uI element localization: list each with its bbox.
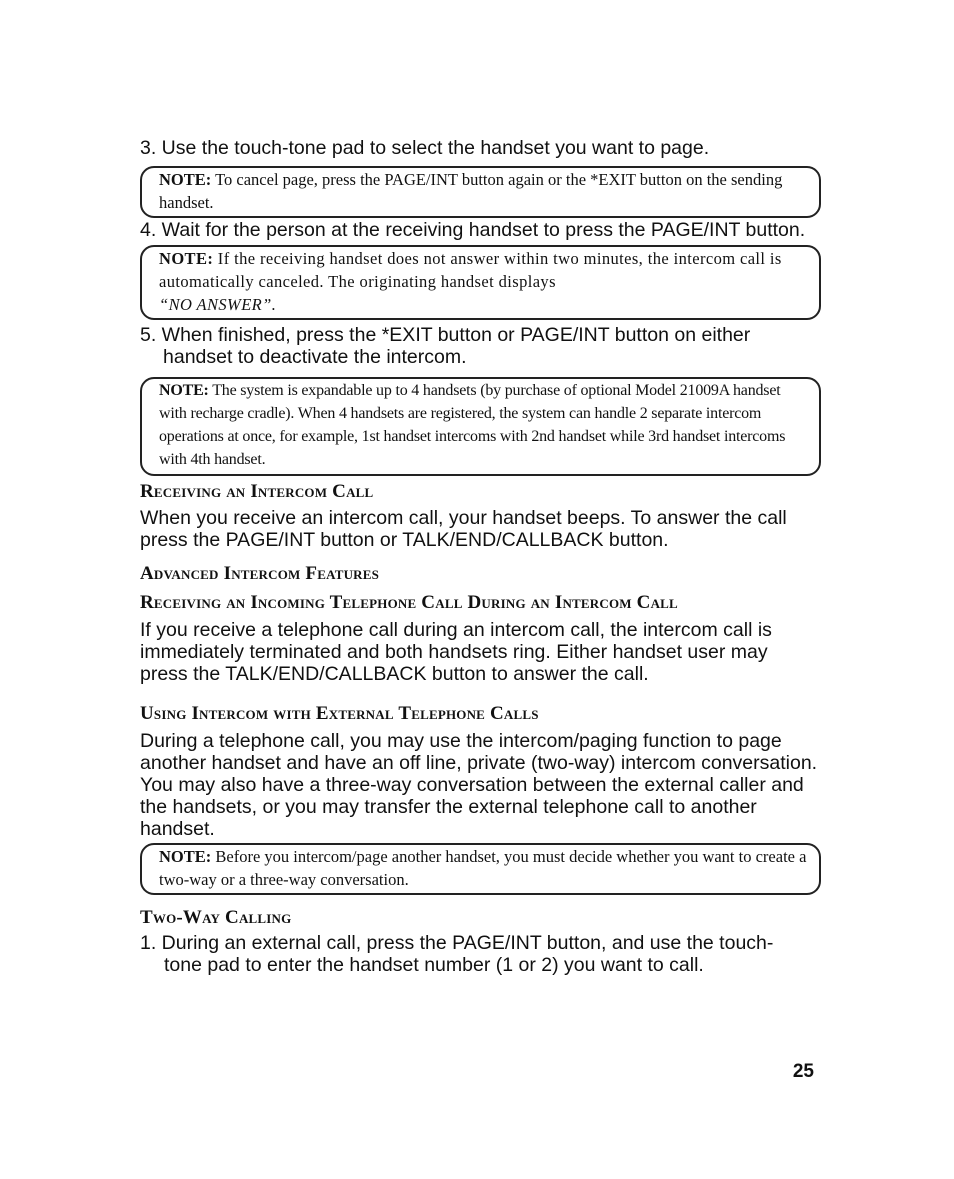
note-expandable-system bbox=[140, 377, 821, 476]
section-title-advanced-features: Advanced Intercom Features bbox=[140, 563, 380, 584]
note-cancel-page bbox=[140, 166, 821, 218]
section-title-two-way-calling: Two-Way Calling bbox=[140, 907, 292, 928]
section-body-receiving-intercom: When you receive an intercom call, your handset beeps. To answer the call press the PAGE/INT button or TALK/END/CALLBACK button. bbox=[140, 507, 787, 551]
step-4: 4. Wait for the person at the receiving handset to press the PAGE/INT button. bbox=[140, 219, 806, 241]
step-5-line-2: handset to deactivate the intercom. bbox=[163, 346, 467, 368]
note-text: If the receiving handset does not answer within two minutes, the intercom call is automatically canceled. The originating handset displays bbox=[159, 249, 782, 291]
page-number: 25 bbox=[792, 1061, 814, 1082]
note-two-or-three-way bbox=[140, 843, 821, 895]
note-text: The system is expandable up to 4 handsets (by purchase of optional Model 21009A handset with recharge cradle). When 4 handsets are registered, the system can handle 2 separate intercom operations at once, for example, 1st handset intercoms with 2nd handset while 3rd handset intercoms with 4th handset. bbox=[159, 382, 786, 468]
note-label: NOTE: bbox=[159, 170, 212, 189]
note-label: NOTE: bbox=[159, 847, 212, 866]
section-title-incoming-call: Receiving an Incoming Telephone Call During an Intercom Call bbox=[140, 592, 678, 613]
two-way-step-1 bbox=[140, 932, 773, 976]
step-5-line-1: 5. When finished, press the *EXIT button or PAGE/INT button on either bbox=[140, 324, 751, 346]
note-text: Before you intercom/page another handset, you must decide whether you want to create a two-way or a three-way conversation. bbox=[159, 847, 807, 889]
note-label: NOTE: bbox=[159, 382, 209, 399]
section-body-external-calls: During a telephone call, you may use the intercom/paging function to page another handset and have an off line, private (two-way) intercom conversation. You may also have a three-way conversation between the external caller and the handsets, or you may transfer the external telephone call to another handset. bbox=[140, 730, 818, 840]
two-way-step-1-line-2: tone pad to enter the handset number (1 or 2) you want to call. bbox=[164, 954, 704, 976]
no-answer-display-text: “NO ANSWER”. bbox=[159, 295, 277, 314]
section-title-receiving-intercom: Receiving an Intercom Call bbox=[140, 481, 374, 502]
step-5 bbox=[140, 324, 750, 368]
note-label: NOTE: bbox=[159, 249, 214, 268]
note-no-answer bbox=[140, 245, 821, 320]
section-title-external-calls: Using Intercom with External Telephone Calls bbox=[140, 703, 539, 724]
step-3: 3. Use the touch-tone pad to select the handset you want to page. bbox=[140, 137, 710, 159]
two-way-step-1-line-1: 1. During an external call, press the PAGE/INT button, and use the touch- bbox=[140, 932, 774, 954]
note-text: To cancel page, press the PAGE/INT button again or the *EXIT button on the sending handset. bbox=[159, 170, 783, 212]
section-body-incoming-call: If you receive a telephone call during an intercom call, the intercom call is immediately terminated and both handsets ring. Either handset user may press the TALK/END/CALLBACK button to answer the call. bbox=[140, 619, 772, 685]
